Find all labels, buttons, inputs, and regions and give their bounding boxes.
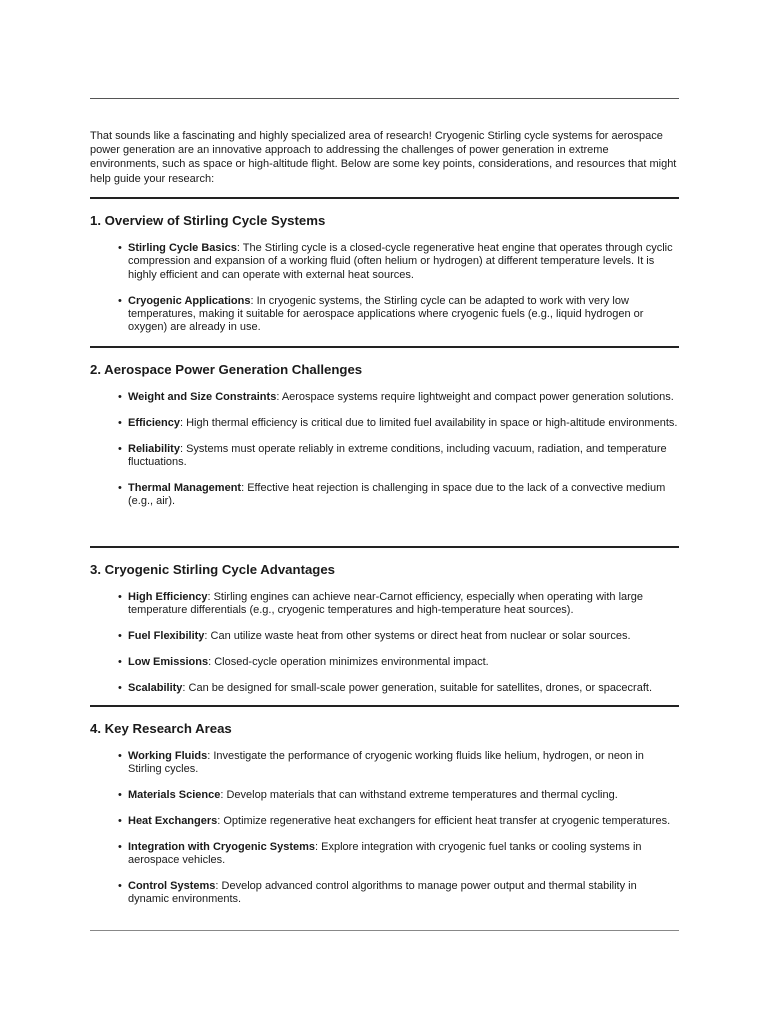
bullet-icon: •	[118, 294, 122, 307]
item-text: : Develop advanced control algorithms to manage power output and thermal stability in dynamic environments.	[128, 880, 637, 906]
item-term: Scalability	[128, 681, 183, 694]
list-item	[90, 789, 679, 802]
item-text: : Aerospace systems require lightweight and compact power generation solutions.	[276, 391, 674, 403]
list-item	[90, 656, 679, 669]
bullet-icon: •	[118, 681, 122, 694]
section-research-areas	[90, 705, 679, 919]
item-text: : The Stirling cycle is a closed-cycle regenerative heat engine that operates through cyclic compression and expansion of a working fluid (often helium or hydrogen) at different temperature levels. It is highly efficient and can operate with external heat sources.	[128, 242, 673, 281]
bullet-icon: •	[118, 416, 122, 429]
intro-paragraph: That sounds like a fascinating and highly specialized area of research! Cryogenic Stirling cycle systems for aerospace power generation are an innovative approach to addressing the challenges of power generation in extreme environments, such as space or high-altitude flight. Below are some key points, considerations, and resources that might help guide your research:	[90, 130, 677, 185]
item-text: : Investigate the performance of cryogenic working fluids like helium, hydrogen, or neon in Stirling cycles.	[128, 750, 644, 776]
section-divider	[90, 705, 679, 707]
item-term: Efficiency	[128, 416, 180, 429]
bullet-icon: •	[118, 656, 122, 668]
section-heading: 4. Key Research Areas	[90, 721, 232, 736]
list-item	[90, 443, 679, 470]
bullet-icon: •	[118, 391, 122, 403]
list-item	[90, 482, 679, 509]
section-divider	[90, 346, 679, 348]
section-challenges	[90, 346, 679, 521]
bullet-list	[90, 750, 679, 907]
bullet-icon: •	[118, 750, 122, 762]
item-term: Thermal Management	[128, 481, 242, 494]
item-text: : Systems must operate reliably in extreme conditions, including vacuum, radiation, and temperature fluctuations.	[128, 442, 667, 468]
bullet-icon: •	[118, 481, 122, 494]
item-text: : Closed-cycle operation minimizes environmental impact.	[208, 656, 489, 668]
list-item	[90, 841, 679, 868]
bullet-icon: •	[118, 591, 122, 603]
item-term: Heat Exchangers	[128, 815, 218, 827]
item-text: : Optimize regenerative heat exchangers for efficient heat transfer at cryogenic temperatures.	[217, 815, 671, 827]
item-term: Integration with Cryogenic Systems	[128, 840, 316, 853]
item-term: Materials Science	[128, 789, 221, 802]
item-term: Stirling Cycle Basics	[128, 242, 237, 254]
item-text: : Develop materials that can withstand extreme temperatures and thermal cycling.	[220, 789, 618, 802]
section-heading: 2. Aerospace Power Generation Challenges	[90, 362, 363, 377]
list-item	[90, 591, 679, 618]
item-text: : High thermal efficiency is critical due to limited fuel availability in space or high-altitude environments.	[179, 416, 678, 429]
list-item	[90, 630, 679, 643]
item-term: Reliability	[128, 442, 180, 455]
item-term: Weight and Size Constraints	[128, 391, 277, 403]
bullet-icon: •	[118, 815, 122, 827]
bullet-icon: •	[118, 630, 122, 643]
section-heading: 1. Overview of Stirling Cycle Systems	[90, 213, 326, 228]
item-text: : In cryogenic systems, the Stirling cycle can be adapted to work with very low temperatures, making it suitable for aerospace applications where cryogenic fuels (e.g., liquid hydrogen or oxygen) are already in use.	[128, 294, 644, 334]
item-term: High Efficiency	[128, 591, 208, 603]
bottom-divider	[90, 930, 679, 931]
list-item	[90, 750, 679, 777]
list-item	[90, 242, 679, 282]
bullet-icon: •	[118, 442, 122, 455]
list-item	[90, 295, 679, 335]
bullet-list	[90, 591, 679, 695]
item-text: : Effective heat rejection is challenging in space due to the lack of a convective medium (e.g., air).	[128, 481, 666, 508]
bullet-icon: •	[118, 242, 122, 254]
section-heading: 3. Cryogenic Stirling Cycle Advantages	[90, 562, 336, 577]
section-divider	[90, 197, 679, 199]
list-item	[90, 682, 679, 695]
item-text: : Can utilize waste heat from other systems or direct heat from nuclear or solar sources.	[204, 630, 631, 643]
bullet-icon: •	[118, 880, 122, 892]
bullet-icon: •	[118, 789, 122, 802]
bullet-list	[90, 391, 679, 509]
list-item	[90, 391, 679, 404]
list-item	[90, 880, 679, 907]
top-divider	[90, 98, 679, 99]
item-term: Fuel Flexibility	[128, 630, 205, 643]
item-term: Control Systems	[128, 880, 216, 892]
item-text: : Can be designed for small-scale power generation, suitable for satellites, drones, or spacecraft.	[182, 681, 653, 694]
list-item	[90, 815, 679, 828]
bullet-icon: •	[118, 840, 122, 853]
item-text: : Stirling engines can achieve near-Carnot efficiency, especially when operating with large temperature differentials (e.g., cryogenic temperatures and high-temperature heat sources).	[128, 591, 644, 617]
item-text: : Explore integration with cryogenic fuel tanks or cooling systems in aerospace vehicles.	[128, 840, 642, 867]
section-divider	[90, 546, 679, 548]
item-term: Cryogenic Applications	[128, 294, 251, 307]
section-overview	[90, 197, 679, 347]
item-term: Low Emissions	[128, 656, 209, 668]
item-term: Working Fluids	[128, 750, 208, 762]
section-advantages	[90, 546, 679, 708]
list-item	[90, 417, 679, 430]
bullet-list	[90, 242, 679, 335]
